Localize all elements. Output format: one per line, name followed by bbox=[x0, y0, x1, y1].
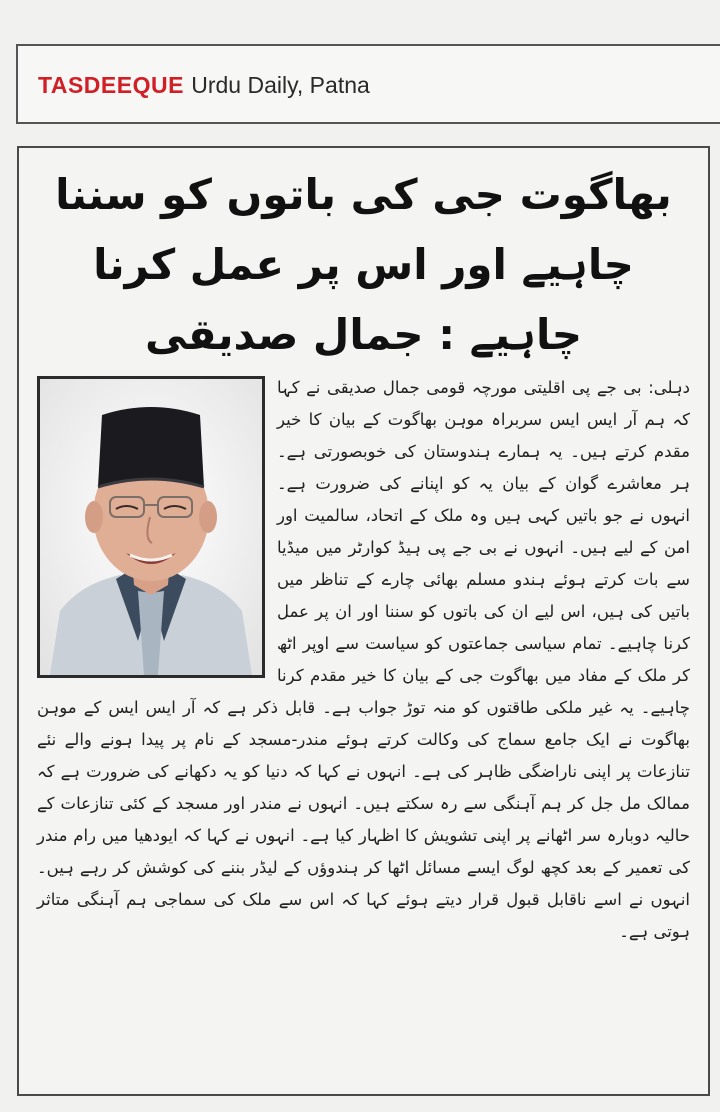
masthead-line bbox=[38, 72, 370, 99]
portrait-photo-icon bbox=[40, 379, 262, 675]
article-headline: بھاگوت جی کی باتوں کو سننا چاہیے اور اس پر عمل کرنا چاہیے : جمال صدیقی bbox=[55, 170, 672, 359]
portrait-photo bbox=[37, 376, 265, 678]
newspaper-name: TASDEEQUE bbox=[38, 72, 184, 98]
article-body bbox=[37, 372, 690, 948]
news-article bbox=[17, 146, 710, 1096]
newspaper-masthead bbox=[16, 44, 720, 124]
article-paragraph: دہلی: بی جے پی اقلیتی مورچہ قومی جمال صدیقی نے کہا کہ ہم آر ایس ایس سربراہ موہن بھاگوت کے بیان کا خیر مقدم کرتے ہیں۔ یہ ہمارے ہندوستان کی خوبصورتی ہے۔ ہر معاشرے گوان کے بیان یہ کو اپنانے کی ضرورت ہے۔ انہوں نے جو باتیں کہی ہیں وہ ملک کے اتحاد، سالمیت اور امن کے لیے ہیں۔ انہوں نے بی جے پی ہیڈ کوارٹر میں میڈیا سے بات کرتے ہوئے ہندو مسلم بھائی چارے کے تناظر میں باتیں کی ہیں، اس لیے ان کی باتوں کو سننا اور ان پر عمل کرنا چاہیے۔ تمام سیاسی جماعتوں کو سیاست سے اوپر اٹھ کر ملک کے مفاد میں بھاگوت جی کے بیان کا خیر مقدم کرنا چاہیے۔ یہ غیر ملکی طاقتوں کو منہ توڑ جواب ہے۔ قابل ذکر ہے کہ آر ایس ایس کے موہن بھاگوت نے ایک جامع سماج کی وکالت کرتے ہوئے مندر-مسجد کے نام پر پیدا ہونے والے نئے تنازعات پر اپنی ناراضگی ظاہر کی ہے۔ انہوں نے کہا کہ دنیا کو یہ دکھانے کی ضرورت ہے کہ ممالک مل جل کر ہم آہنگی سے رہ سکتے ہیں۔ انہوں نے مندر اور مسجد کے کئی تنازعات کے حالیہ دوبارہ سر اٹھانے پر اپنی تشویش کا اظہار کیا ہے۔ انہوں نے کہا کہ ایودھیا میں رام مندر کی تعمیر کے بعد کچھ لوگ ایسے مسائل اٹھا کر ہندوؤں کے لیڈر بننے کی کوشش کر رہے ہیں۔ انہوں نے اسے ناقابل قبول قرار دیتے ہوئے کہا کہ اس سے ملک کی سماجی ہم آہنگی متاثر ہوتی ہے۔ bbox=[37, 378, 690, 941]
newspaper-subtitle: Urdu Daily, Patna bbox=[191, 72, 370, 98]
